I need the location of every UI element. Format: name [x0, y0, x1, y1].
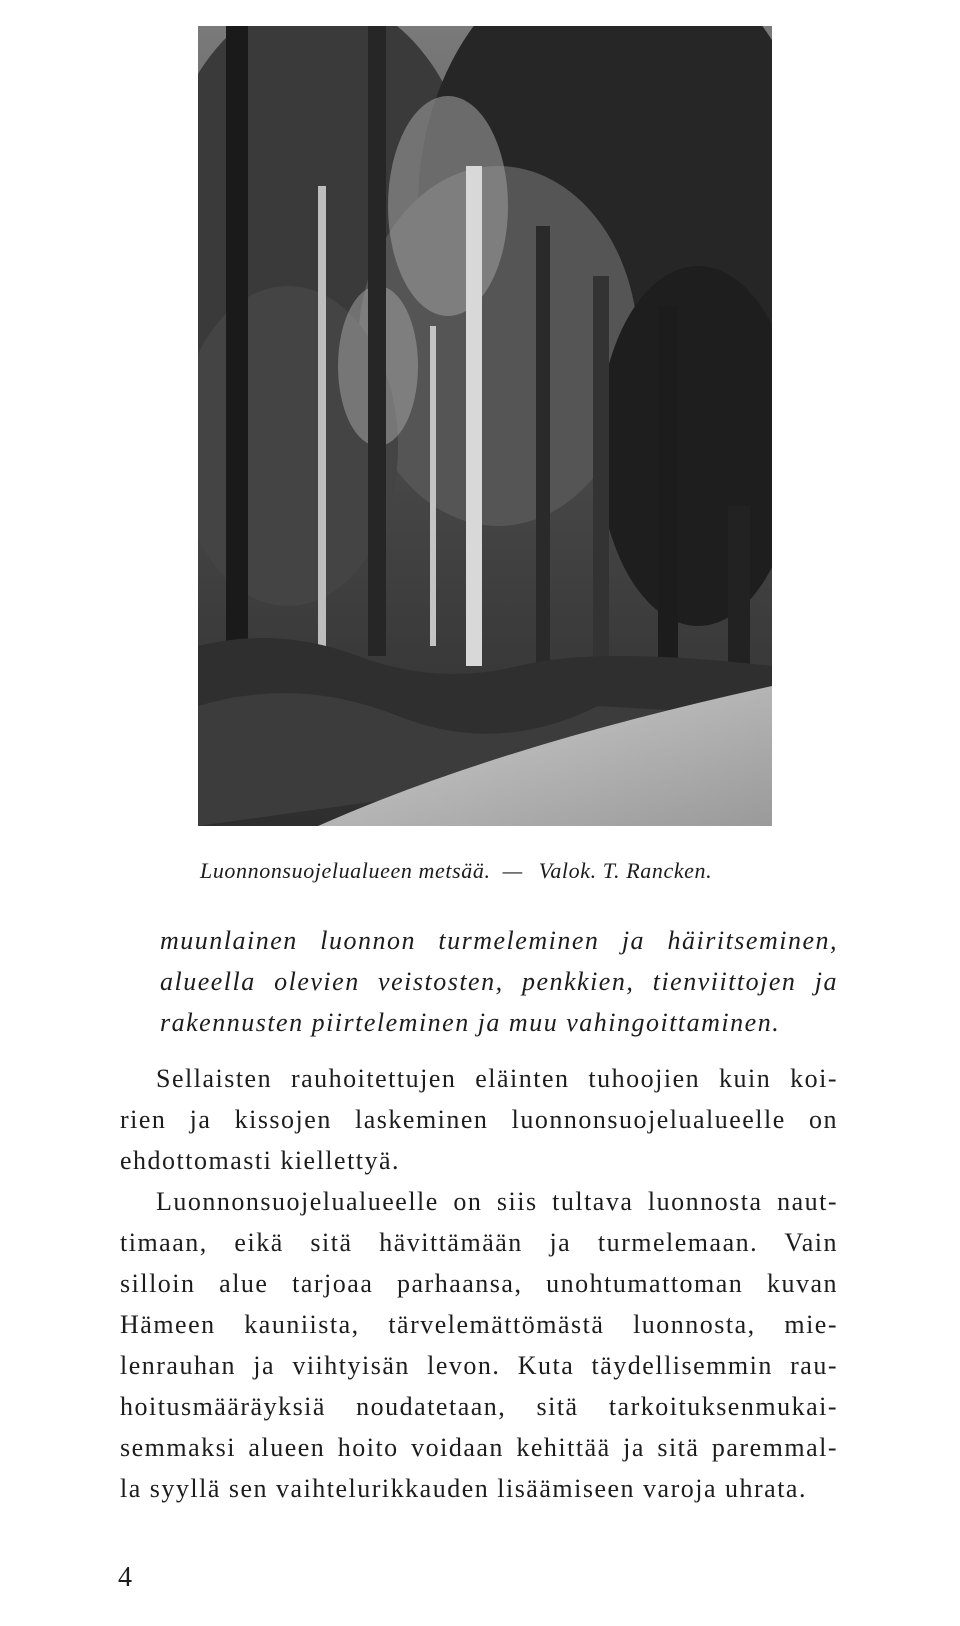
caption-dash: —	[502, 858, 523, 883]
paragraph-line: timaan, eikä sitä hävittämään ja turmelemaan. Vain	[120, 1228, 838, 1257]
paragraph-line: Sellaisten rauhoitettujen eläinten tuhoojien kuin koi-	[156, 1064, 838, 1093]
photo-caption	[200, 858, 800, 884]
paragraph-1	[120, 1058, 838, 1181]
forest-photo-image	[198, 26, 772, 826]
paragraph-line: hoitusmääräyksiä noudatetaan, sitä tarkoituksenmukai-	[120, 1392, 838, 1421]
paragraph-line: la syyllä sen vaihtelurikkauden lisäämiseen varoja uhrata.	[120, 1474, 807, 1503]
caption-credit: Valok. T. Rancken.	[538, 858, 713, 883]
paragraph-2	[120, 1181, 838, 1509]
paragraph-line: lenrauhan ja viihtyisän levon. Kuta täydellisemmin rau-	[120, 1351, 838, 1380]
paragraph-line: Luonnonsuojelualueelle on siis tultava luonnosta naut-	[156, 1187, 838, 1216]
page-number: 4	[118, 1562, 132, 1593]
paragraph-line: silloin alue tarjoaa parhaansa, unohtumattoman kuvan	[120, 1269, 838, 1298]
caption-title: Luonnonsuojelualueen metsää.	[200, 858, 491, 883]
paragraph-line: semmaksi alueen hoito voidaan kehittää ja sitä paremmal-	[120, 1433, 838, 1462]
italic-line: alueella olevien veistosten, penkkien, tienviittojen ja	[160, 967, 838, 996]
italic-line: muunlainen luonnon turmeleminen ja häiritseminen,	[160, 926, 838, 955]
forest-photo	[198, 26, 772, 826]
paragraph-line: rien ja kissojen laskeminen luonnonsuojelualueelle on	[120, 1105, 838, 1134]
paragraph-line: Hämeen kauniista, tärvelemättömästä luonnosta, mie-	[120, 1310, 838, 1339]
italic-text-block	[160, 920, 838, 1043]
italic-line: rakennusten piirteleminen ja muu vahingoittaminen.	[160, 1008, 781, 1037]
paragraph-line: ehdottomasti kiellettyä.	[120, 1146, 401, 1175]
